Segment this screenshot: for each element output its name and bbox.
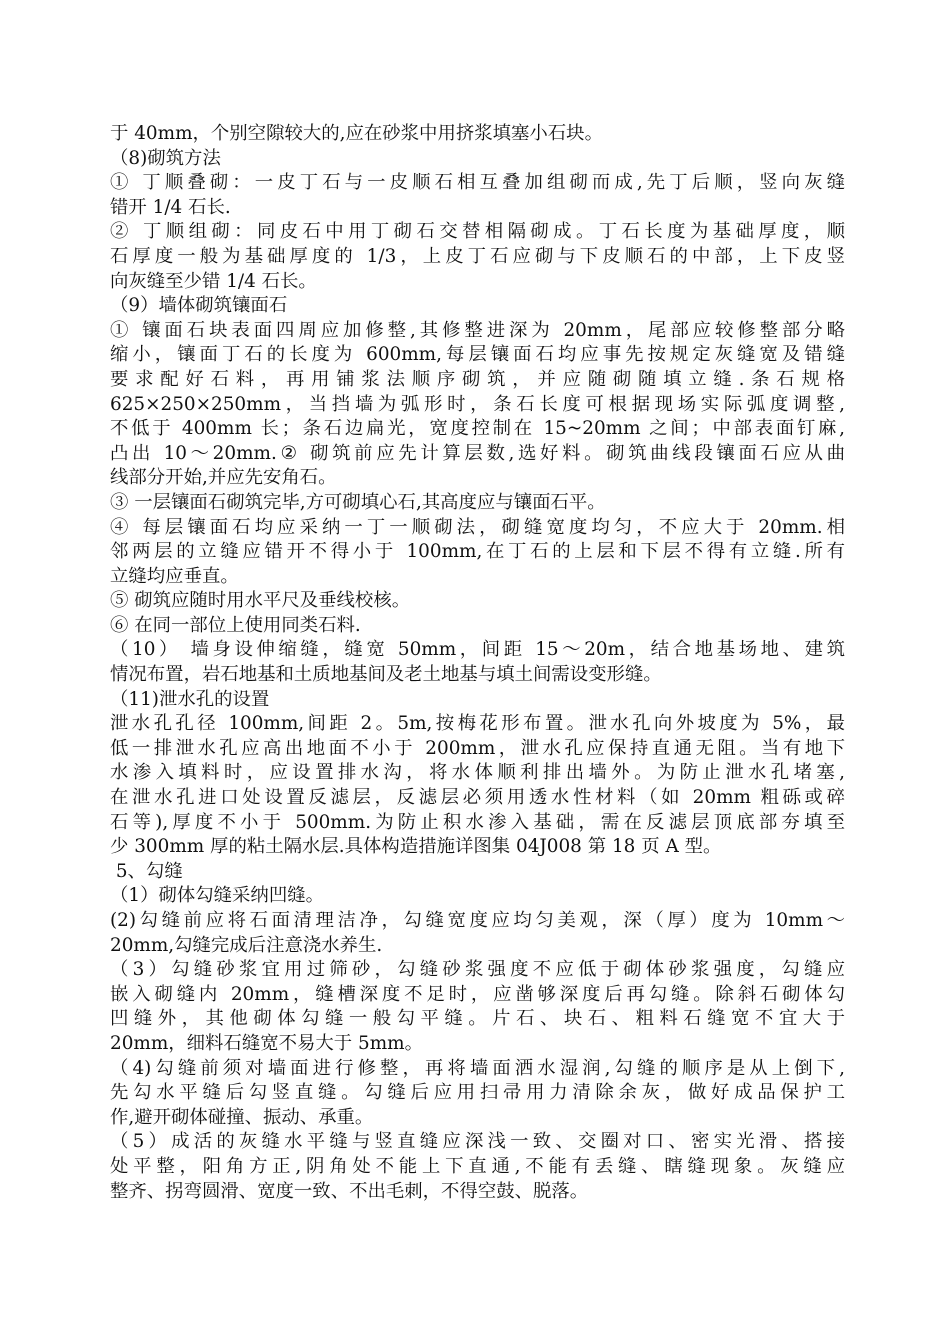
text-line: （10） 墙身设伸缩缝，缝宽 50mm，间距 15～20m，结合地基场地、建筑 [110, 639, 845, 661]
text-line: 线部分开始,并应先安角石。 [110, 467, 337, 489]
text-line: 20mm,勾缝完成后注意浇水养生. [110, 934, 383, 956]
text-line: （9）墙体砌筑镶面石 [110, 295, 288, 317]
text-line: （5）成活的灰缝水平缝与竖直缝应深浅一致、交圈对口、密实光滑、搭接 [110, 1131, 845, 1153]
text-line: 凸出 10～20mm.② 砌筑前应先计算层数,选好料。砌筑曲线段镶面石应从曲 [110, 442, 845, 464]
text-line: 少 300mm 厚的粘土隔水层.具体构造措施详图集 04J008 第 18 页 A 型。 [110, 836, 722, 858]
text-line: 625×250×250mm，当挡墙为弧形时，条石长度可根据现场实际弧度调整, [110, 393, 845, 415]
text-line: （8)砌筑方法 [110, 147, 221, 169]
text-line: 错开 1/4 石长. [110, 196, 231, 218]
text-line: （1）砌体勾缝采纳凹缝。 [110, 885, 324, 907]
text-line: ① 镶面石块表面四周应加修整,其修整进深为 20mm，尾部应较修整部分略 [110, 319, 845, 341]
text-line: 缩小，镶面丁石的长度为 600mm,每层镶面石均应事先按规定灰缝宽及错缝 [110, 344, 845, 366]
text-line: 凹缝外，其他砌体勾缝一般勾平缝。片石、块石、粗料石缝宽不宜大于 [110, 1008, 845, 1030]
text-line: ⑤ 砌筑应随时用水平尺及垂线校核。 [110, 590, 411, 612]
text-line: 泄水孔孔径 100mm,间距 2。5m,按梅花形布置。泄水孔向外坡度为 5%，最 [110, 713, 845, 735]
text-line: 处平整，阳角方正,阴角处不能上下直通,不能有丢缝、瞎缝现象。灰缝应 [110, 1155, 845, 1177]
text-line: 整齐、拐弯圆滑、宽度一致、不出毛刺，不得空鼓、脱落。 [110, 1180, 589, 1202]
text-line: 5、勾缝 [110, 860, 183, 882]
text-line: ④ 每层镶面石均应采纳一丁一顺砌法，砌缝宽度均匀，不应大于 20mm.相 [110, 516, 845, 538]
text-line: (2)勾缝前应将石面清理洁净，勾缝宽度应均匀美观，深（厚）度为 10mm～ [110, 910, 845, 931]
text-line: 作,避开砌体碰撞、振动、承重。 [110, 1106, 374, 1128]
text-line: 低一排泄水孔应高出地面不小于 200mm，泄水孔应保持直通无阻。当有地下 [110, 737, 845, 759]
text-line: 于 40mm，个别空隙较大的,应在砂浆中用挤浆填塞小石块。 [110, 123, 603, 144]
text-line: 嵌入砌缝内 20mm，缝槽深度不足时，应凿够深度后再勾缝。除斜石砌体勾 [110, 983, 845, 1005]
text-line: ③ 一层镶面石砌筑完毕,方可砌填心石,其高度应与镶面石平。 [110, 491, 606, 513]
text-line: （11)泄水孔的设置 [110, 688, 270, 710]
text-line: 要求配好石料，再用铺浆法顺序砌筑，并应随砌随填立缝.条石规格 [110, 368, 845, 390]
text-line: 先勾水平缝后勾竖直缝。勾缝后应用扫帚用力清除余灰，做好成品保护工 [110, 1082, 845, 1104]
text-line: （3）勾缝砂浆宜用过筛砂，勾缝砂浆强度不应低于砌体砂浆强度，勾缝应 [110, 959, 845, 981]
text-line: 在泄水孔进口处设置反滤层，反滤层必须用透水性材料（如 20mm 粗砾或碎 [110, 787, 845, 809]
text-line: 不低于 400mm 长；条石边扁光，宽度控制在 15~20mm 之间；中部表面钉麻, [110, 418, 845, 440]
text-line: （4)勾缝前须对墙面进行修整，再将墙面洒水湿润,勾缝的顺序是从上倒下, [110, 1057, 845, 1079]
text-line: 石等),厚度不小于 500mm.为防止积水渗入基础，需在反滤层顶底部夯填至 [110, 811, 845, 833]
text-line: 邻两层的立缝应错开不得小于 100mm,在丁石的上层和下层不得有立缝.所有 [110, 541, 845, 563]
text-line: ⑥ 在同一部位上使用同类石料. [110, 614, 361, 636]
text-line: 立缝均应垂直。 [110, 565, 239, 587]
text-line: 水渗入填料时，应设置排水沟，将水体顺利排出墙外。为防止泄水孔堵塞, [110, 762, 845, 784]
text-line: ② 丁顺组砌：同皮石中用丁砌石交替相隔砌成。丁石长度为基础厚度，顺 [110, 221, 845, 243]
document-page [110, 122, 845, 1204]
text-line: 情况布置，岩石地基和土质地基间及老土地基与填土间需设变形缝。 [110, 664, 662, 686]
text-line: 20mm，细料石缝宽不易大于 5mm。 [110, 1032, 424, 1054]
text-line: 向灰缝至少错 1/4 石长。 [110, 270, 317, 292]
text-line: 石厚度一般为基础厚度的 1/3，上皮丁石应砌与下皮顺石的中部，上下皮竖 [110, 245, 845, 267]
text-line: ① 丁顺叠砌：一皮丁石与一皮顺石相互叠加组砌而成,先丁后顺，竖向灰缝 [110, 172, 845, 194]
